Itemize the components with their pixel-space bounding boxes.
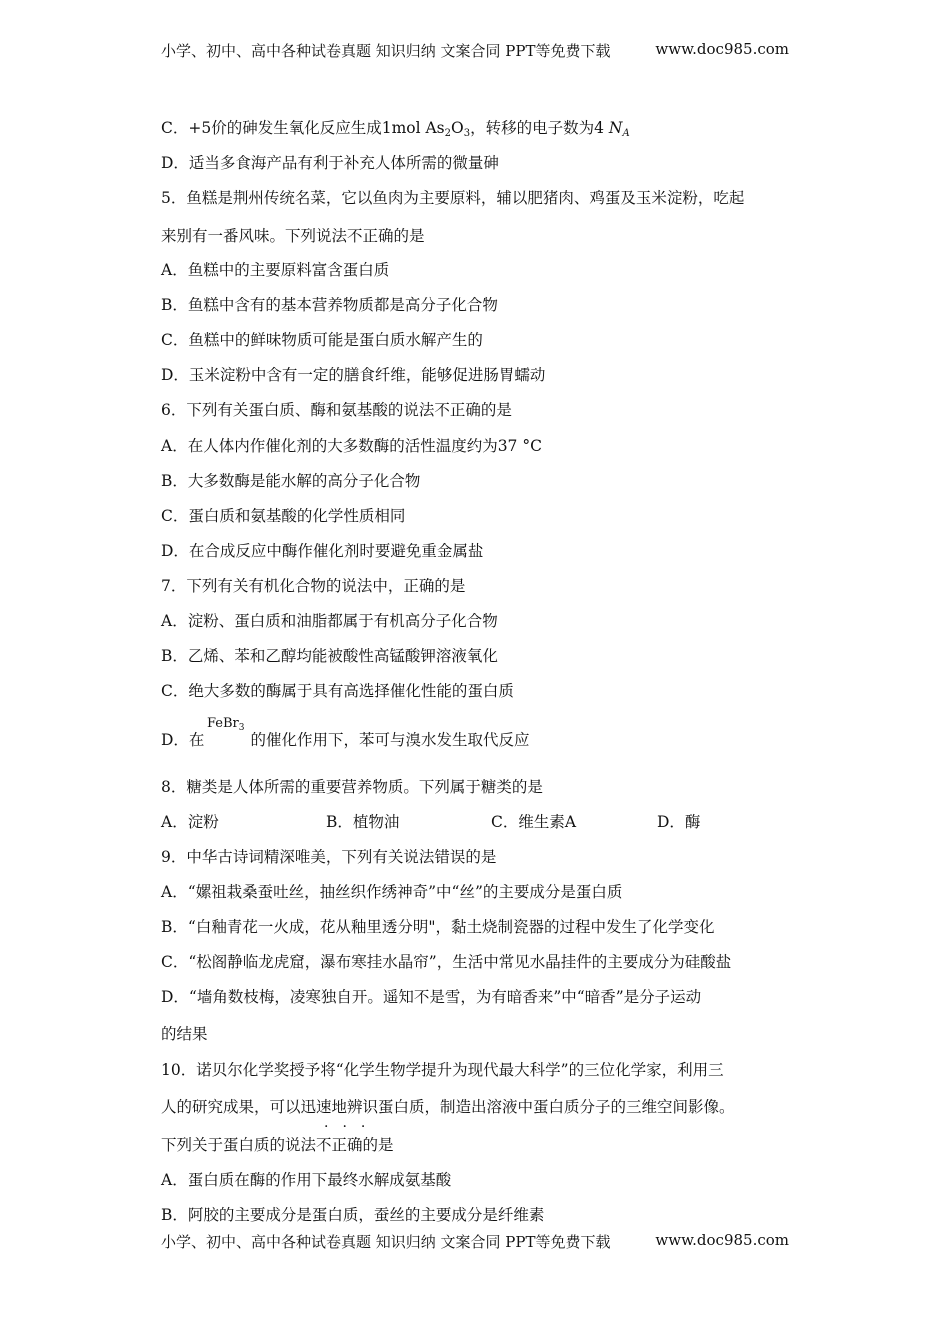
q4-option-c: C．+5价的砷发生氧化反应生成1mol $As_2O_3$，转移的电子数为4 $N_A$ [161, 119, 630, 139]
q9-option-a: A．“嫘祖栽桑蚕吐丝，抽丝织作绣神奇”中“丝”的主要成分是蛋白质 [161, 883, 623, 901]
q7-option-b: B．乙烯、苯和乙醇均能被酸性高锰酸钾溶液氧化 [161, 647, 498, 665]
footer-left-text: 小学、初中、高中各种试卷真题 知识归纳 文案合同 PPT等免费下载 [161, 1233, 611, 1251]
q7-option-a: A．淀粉、蛋白质和油脂都属于有机高分子化合物 [161, 612, 498, 630]
page-footer [161, 1231, 789, 1252]
q9-option-d-line2: 的结果 [161, 1025, 208, 1043]
q8-option-c: C．维生素A [491, 813, 577, 831]
q8-option-d: D．酶 [657, 813, 701, 831]
footer-website: www.doc985.com [655, 1231, 789, 1249]
q9-stem: 9．中华古诗词精深唯美，下列有关说法错误的是 [161, 848, 497, 866]
q6-option-b: B．大多数酶是能水解的高分子化合物 [161, 472, 421, 490]
q9-option-d-line1: D．“墙角数枝梅，凌寒独自开。遥知不是雪，为有暗香来”中“暗香”是分子运动 [161, 988, 702, 1006]
q6-option-d: D．在合成反应中酶作催化剂时要避免重金属盐 [161, 542, 484, 560]
q7-option-c: C．绝大多数的酶属于具有高选择催化性能的蛋白质 [161, 682, 514, 700]
q6-option-c: C．蛋白质和氨基酸的化学性质相同 [161, 507, 406, 525]
q6-option-a: A．在人体内作催化剂的大多数酶的活性温度约为37 °C [161, 437, 542, 455]
q4-option-d: D．适当多食海产品有利于补充人体所需的微量砷 [161, 154, 499, 172]
emphasis-dots: ··· [324, 1119, 380, 1135]
q5-option-c: C．鱼糕中的鲜味物质可能是蛋白质水解产生的 [161, 331, 483, 349]
header-website: www.doc985.com [655, 40, 789, 58]
q8-option-b: B．植物油 [326, 813, 400, 831]
q5-stem-line1: 5．鱼糕是荆州传统名菜，它以鱼肉为主要原料，辅以肥猪肉、鸡蛋及玉米淀粉，吃起 [161, 189, 745, 207]
page-header [161, 40, 789, 61]
q5-option-d: D．玉米淀粉中含有一定的膳食纤维，能够促进肠胃蠕动 [161, 366, 546, 384]
q8-option-a: A．淀粉 [161, 813, 219, 831]
q10-stem-line2: 人的研究成果，可以迅速地辨识蛋白质，制造出溶液中蛋白质分子的三维空间影像。 [161, 1098, 735, 1116]
q5-stem-line2: 来别有一番风味。下列说法不正确的是 [161, 227, 425, 245]
febr3-formula: FeBr$_3$ [207, 716, 245, 733]
q5-option-b: B．鱼糕中含有的基本营养物质都是高分子化合物 [161, 296, 498, 314]
q10-option-b: B．阿胶的主要成分是蛋白质，蚕丝的主要成分是纤维素 [161, 1206, 545, 1224]
q10-stem-line3: 下列关于蛋白质的说法不正确的是 [161, 1136, 394, 1154]
q7-stem: 7．下列有关有机化合物的说法中，正确的是 [161, 577, 466, 595]
q10-option-a: A．蛋白质在酶的作用下最终水解成氨基酸 [161, 1171, 452, 1189]
q6-stem: 6．下列有关蛋白质、酶和氨基酸的说法不正确的是 [161, 401, 512, 419]
q5-option-a: A．鱼糕中的主要原料富含蛋白质 [161, 261, 390, 279]
header-left-text: 小学、初中、高中各种试卷真题 知识归纳 文案合同 PPT等免费下载 [161, 42, 611, 60]
q7-option-d: D．在 的催化作用下，苯可与溴水发生取代反应 [161, 731, 530, 749]
q8-options-row [161, 812, 761, 832]
q9-option-c: C．“松阁静临龙虎窟，瀑布寒挂水晶帘”，生活中常见水晶挂件的主要成分为硅酸盐 [161, 953, 732, 971]
q10-stem-line1: 10．诺贝尔化学奖授予将“化学生物学提升为现代最大科学”的三位化学家，利用三 [161, 1061, 724, 1079]
q8-stem: 8．糖类是人体所需的重要营养物质。下列属于糖类的是 [161, 778, 543, 796]
q9-option-b: B．“白釉青花一火成，花从釉里透分明"，黏土烧制瓷器的过程中发生了化学变化 [161, 918, 715, 936]
